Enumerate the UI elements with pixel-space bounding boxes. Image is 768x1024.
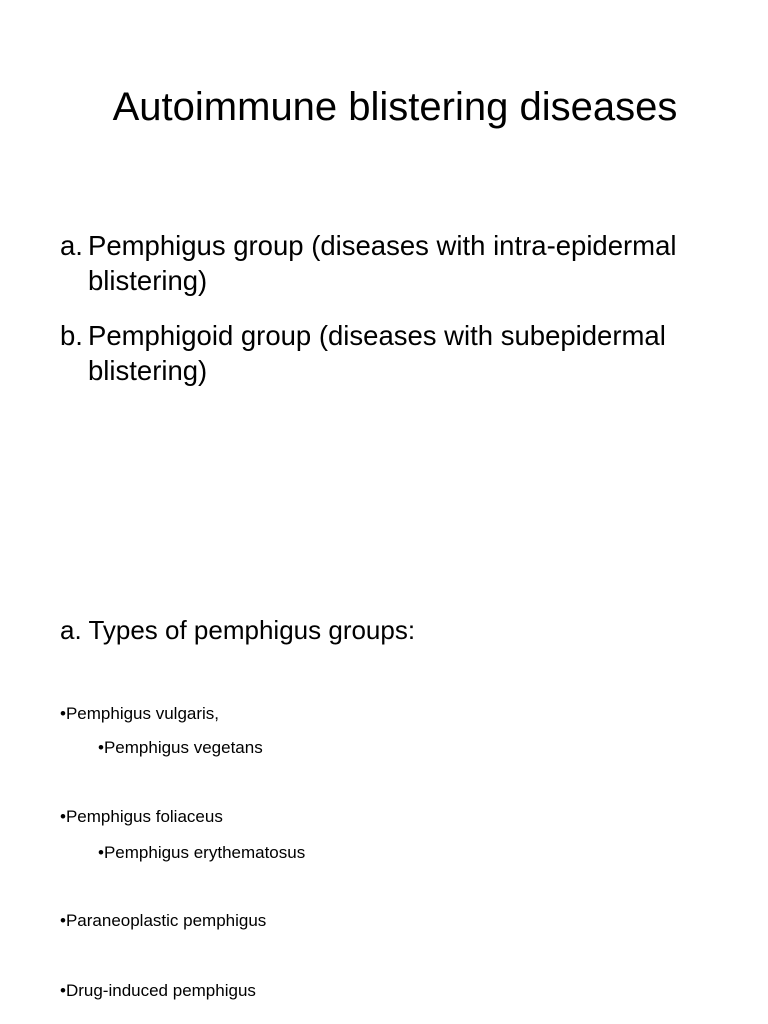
type-item-pemphigus-foliaceus: •Pemphigus foliaceus: [60, 807, 223, 826]
group-item-pemphigus: [60, 228, 750, 298]
type-item-paraneoplastic-pemphigus: •Paraneoplastic pemphigus: [60, 911, 267, 930]
group-marker: b.: [60, 320, 83, 351]
group-marker: a.: [60, 230, 83, 261]
group-text: Pemphigoid group (diseases with subepidermal blistering): [88, 320, 666, 386]
type-item-drug-induced-pemphigus: •Drug-induced pemphigus: [60, 981, 256, 1000]
types-heading: a. Types of pemphigus groups:: [60, 615, 416, 645]
type-item-pemphigus-vulgaris: •Pemphigus vulgaris,: [60, 704, 220, 723]
type-item-pemphigus-vegetans: •Pemphigus vegetans: [98, 738, 263, 757]
group-item-pemphigoid: [60, 318, 750, 388]
group-text: Pemphigus group (diseases with intra-epidermal blistering): [88, 230, 677, 296]
type-item-pemphigus-erythematosus: •Pemphigus erythematosus: [98, 843, 306, 862]
slide-title: Autoimmune blistering diseases: [112, 85, 678, 129]
